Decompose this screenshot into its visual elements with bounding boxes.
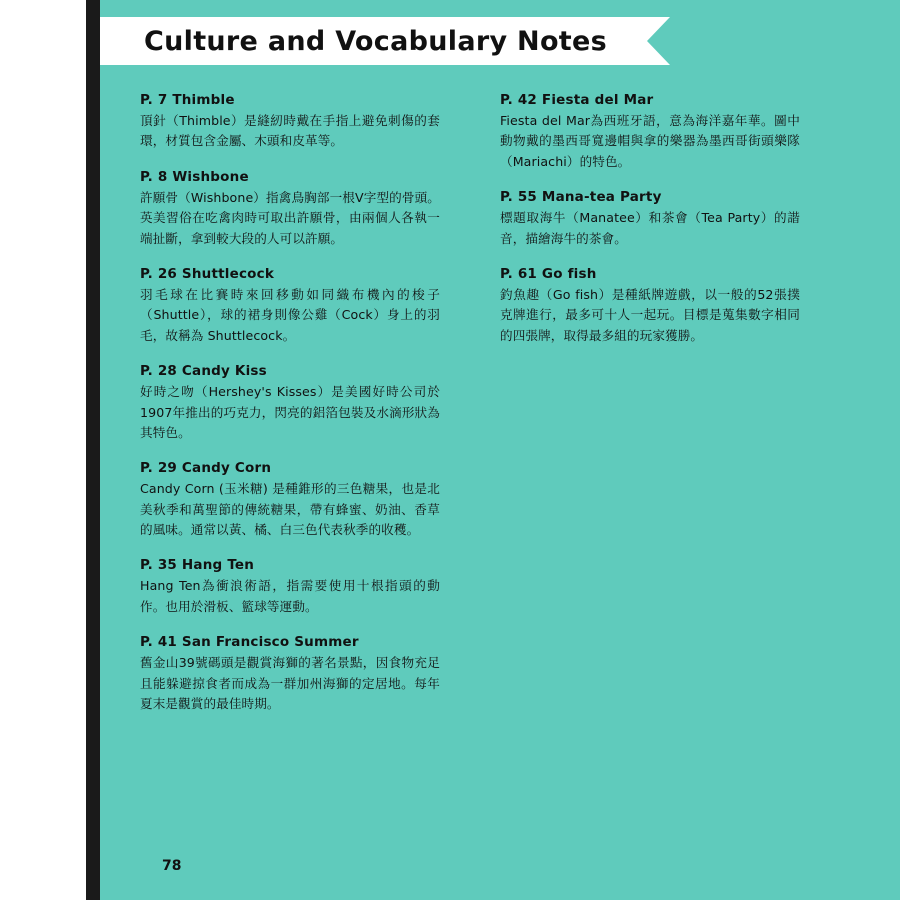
note-heading: P. 29 Candy Corn bbox=[140, 460, 272, 477]
note-body: Candy Corn (玉米糖) 是種錐形的三色糖果，也是北美秋季和萬聖節的傳統糖果，帶有蜂蜜、奶油、香草的風味。通常以黃、橘、白三色代表秋季的收穫。 bbox=[140, 481, 440, 538]
note-body: 羽毛球在比賽時來回移動如同織布機內的梭子（Shuttle），球的裙身則像公雞（Cock）身上的羽毛，故稱為 Shuttlecock。 bbox=[140, 286, 440, 343]
note-body: Fiesta del Mar為西班牙語，意為海洋嘉年華。圖中動物戴的墨西哥寬邊帽與拿的樂器為墨西哥街頭樂隊（Mariachi）的特色。 bbox=[500, 113, 800, 169]
note-body: 好時之吻（Hershey's Kisses）是美國好時公司於1907年推出的巧克力，閃亮的鋁箔包裝及水滴形狀為其特色。 bbox=[140, 384, 440, 440]
note-entry bbox=[140, 363, 440, 443]
page-number: 78 bbox=[162, 858, 182, 874]
note-heading: P. 42 Fiesta del Mar bbox=[500, 92, 654, 108]
note-entry bbox=[140, 266, 440, 346]
note-body: 頂針（Thimble）是縫紉時戴在手指上避免刺傷的套環，材質包含金屬、木頭和皮革等。 bbox=[140, 113, 440, 149]
note-body: 舊金山39號碼頭是觀賞海獅的著名景點，因食物充足且能躲避掠食者而成為一群加州海獅的定居地。每年夏末是觀賞的最佳時期。 bbox=[140, 655, 440, 712]
note-body: 釣魚趣（Go fish）是種紙牌遊戲，以一般的52張撲克牌進行，最多可十人一起玩。目標是蒐集數字相同的四張牌，取得最多組的玩家獲勝。 bbox=[500, 286, 800, 343]
note-heading: P. 28 Candy Kiss bbox=[140, 363, 267, 380]
note-entry bbox=[140, 460, 440, 540]
note-heading: P. 35 Hang Ten bbox=[140, 557, 255, 574]
note-heading: P. 55 Mana-tea Party bbox=[500, 189, 662, 206]
page-spine-strip bbox=[86, 0, 100, 900]
note-entry bbox=[140, 634, 440, 714]
notes-column-left bbox=[140, 92, 440, 731]
note-entry bbox=[140, 92, 440, 152]
note-entry bbox=[500, 189, 800, 249]
notes-column-right bbox=[500, 92, 800, 731]
note-entry bbox=[140, 169, 440, 249]
note-body: Hang Ten為衝浪術語，指需要使用十根指頭的動作。也用於滑板、籃球等運動。 bbox=[140, 578, 440, 614]
page-title: Culture and Vocabulary Notes bbox=[144, 25, 607, 57]
title-banner bbox=[100, 17, 647, 65]
note-heading: P. 8 Wishbone bbox=[140, 168, 249, 185]
note-entry bbox=[500, 266, 800, 346]
note-entry bbox=[500, 92, 800, 172]
note-heading: P. 61 Go fish bbox=[500, 265, 597, 282]
note-body: 許願骨（Wishbone）指禽鳥胸部一根V字型的骨頭。英美習俗在吃禽肉時可取出許願骨，由兩個人各執一端扯斷，拿到較大段的人可以許願。 bbox=[140, 189, 440, 246]
note-body: 標題取海牛（Manatee）和茶會（Tea Party）的諧音，描繪海牛的茶會。 bbox=[500, 210, 800, 246]
note-heading: P. 26 Shuttlecock bbox=[140, 265, 275, 282]
note-entry bbox=[140, 557, 440, 617]
note-heading: P. 41 San Francisco Summer bbox=[140, 634, 359, 651]
note-heading: P. 7 Thimble bbox=[140, 92, 235, 108]
notes-columns bbox=[140, 92, 860, 731]
